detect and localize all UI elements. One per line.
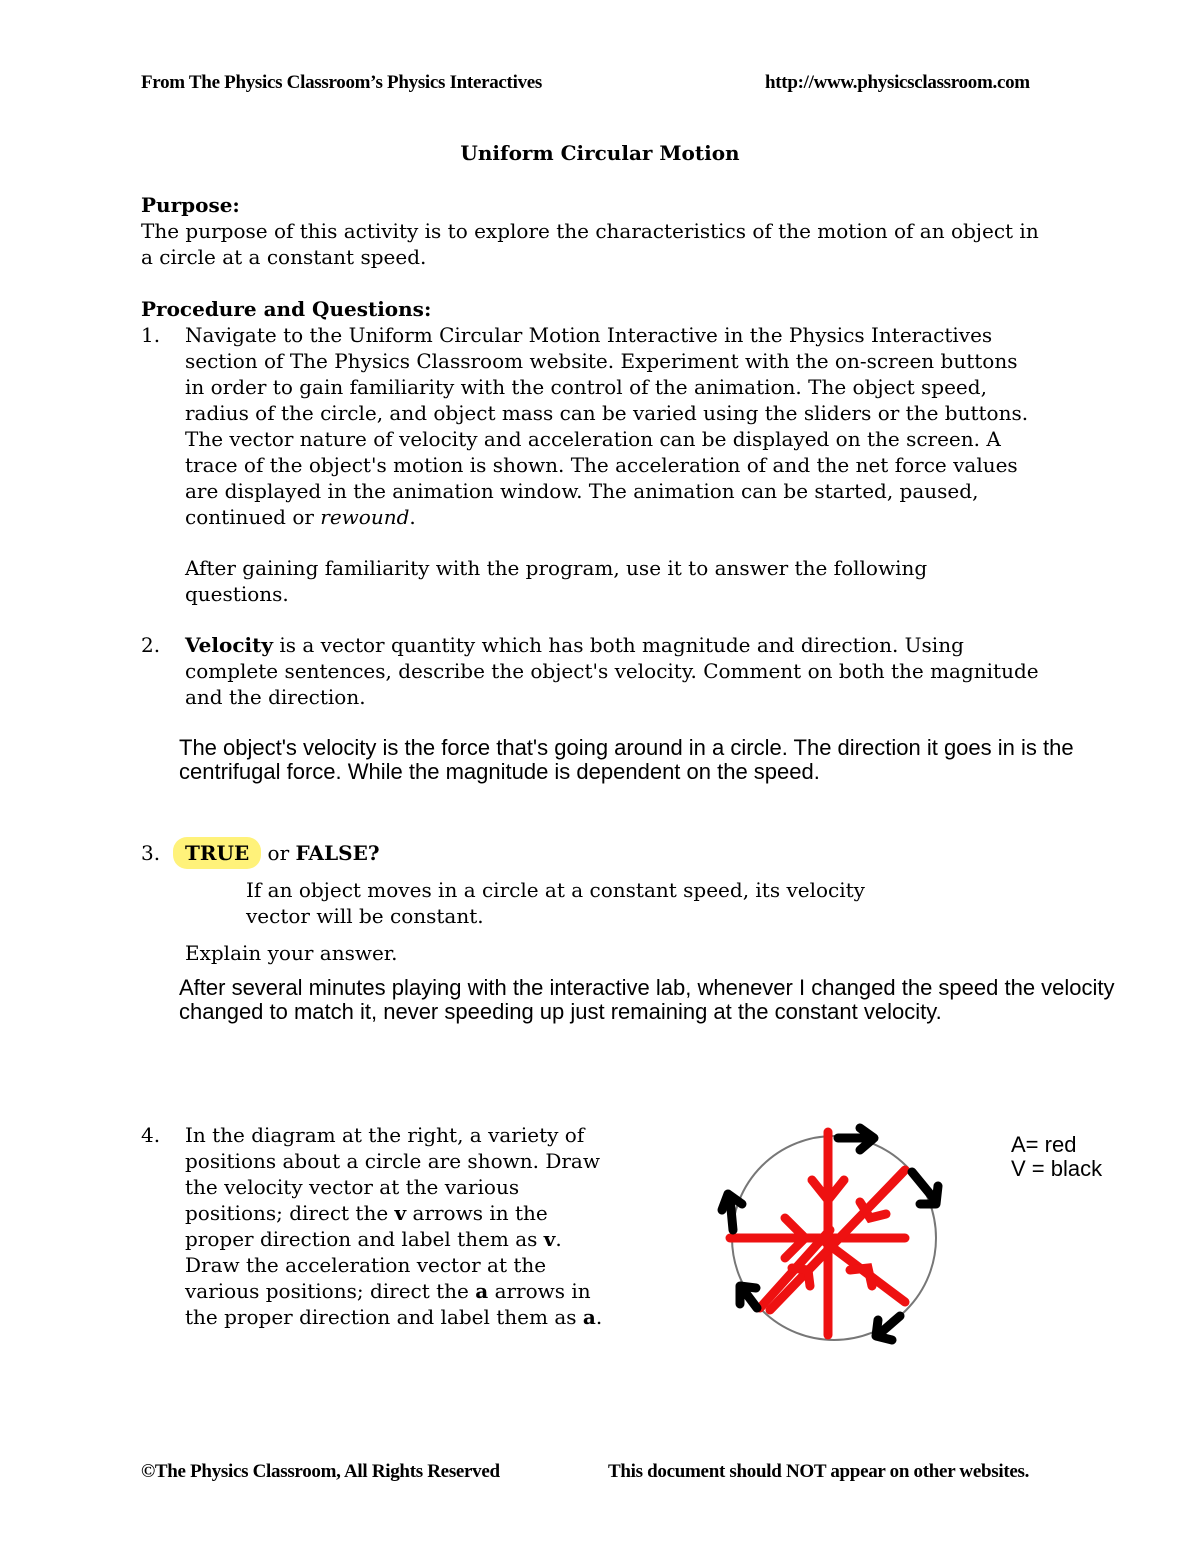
q4-line-4-bold: v — [394, 1201, 407, 1225]
velocity-left — [730, 1198, 733, 1230]
q1-line-8-end: . — [409, 505, 416, 529]
q3-answer-line-2: changed to match it, never speeding up just remaining at the constant velocity. — [179, 999, 942, 1024]
q1-line-5: The vector nature of velocity and acceleration can be displayed on the screen. A — [185, 427, 1001, 451]
q4-line-7-bold: a — [475, 1279, 489, 1303]
q1-text — [185, 322, 1028, 530]
q4-line-8 — [185, 1304, 602, 1330]
q4-line-2: positions about a circle are shown. Draw — [185, 1149, 600, 1173]
circular-motion-diagram — [700, 1110, 960, 1360]
purpose-text — [141, 218, 1039, 270]
q4-line-7 — [185, 1278, 602, 1304]
q1-line-8-start: continued or — [185, 505, 321, 529]
q1-number: 1. — [141, 323, 161, 347]
q3-false: FALSE? — [295, 841, 380, 865]
q2-answer — [179, 736, 1074, 784]
legend-velocity: V = black — [1011, 1156, 1103, 1181]
purpose-heading: Purpose: — [141, 193, 240, 217]
legend-acceleration: A= red — [1011, 1132, 1077, 1157]
q3-answer-line-1: After several minutes playing with the interactive lab, whenever I changed the speed the velocity — [179, 975, 1115, 1000]
q3-statement — [246, 877, 865, 929]
q2-answer-line-1: The object's velocity is the force that's going around in a circle. The direction it goes in is the — [179, 735, 1074, 760]
header-url: http://www.physicsclassroom.com — [765, 72, 1030, 93]
q4-line-1: In the diagram at the right, a variety of — [185, 1123, 585, 1147]
purpose-line-1: The purpose of this activity is to explore the characteristics of the motion of an object in — [141, 219, 1039, 243]
accel-arrowhead-lower-right — [850, 1268, 872, 1286]
q4-line-7-end: arrows in — [488, 1279, 591, 1303]
q2-line-1 — [185, 632, 1039, 658]
footer-copyright: ©The Physics Classroom, All Rights Reserved — [141, 1461, 500, 1482]
q4-line-5-start: proper direction and label them as — [185, 1227, 544, 1251]
q4-number: 4. — [141, 1123, 161, 1147]
q1-line-1: Navigate to the Uniform Circular Motion Interactive in the Physics Interactives — [185, 323, 993, 347]
q2-number: 2. — [141, 633, 161, 657]
q1-line-6: trace of the object's motion is shown. The acceleration of and the net force values — [185, 453, 1018, 477]
q3-number: 3. — [141, 841, 161, 865]
q3-statement-line-1: If an object moves in a circle at a constant speed, its velocity — [246, 878, 865, 902]
q2-velocity-term: Velocity — [185, 633, 273, 657]
footer-notice: This document should NOT appear on other websites. — [608, 1461, 1030, 1482]
q4-line-5-bold: v — [543, 1227, 556, 1251]
q1-line-8 — [185, 504, 1028, 530]
q3-true-highlight: TRUE — [173, 837, 261, 869]
header-source: From The Physics Classroom’s Physics Interactives — [141, 72, 542, 93]
purpose-line-2: a circle at a constant speed. — [141, 245, 427, 269]
diagram-legend — [1011, 1133, 1102, 1181]
q4-line-7-start: various positions; direct the — [185, 1279, 476, 1303]
q4-line-5-end: . — [555, 1227, 562, 1251]
q2-answer-line-2: centrifugal force. While the magnitude is dependent on the speed. — [179, 759, 820, 784]
velocity-right — [912, 1172, 935, 1200]
page-title: Uniform Circular Motion — [460, 141, 740, 165]
q1-line-3: in order to gain familiarity with the control of the animation. The object speed, — [185, 375, 987, 399]
q3-explain: Explain your answer. — [185, 941, 398, 965]
procedure-heading: Procedure and Questions: — [141, 297, 432, 321]
q3-or: or — [261, 841, 296, 865]
q4-line-6: Draw the acceleration vector at the — [185, 1253, 547, 1277]
q4-line-4-end: arrows in the — [406, 1201, 548, 1225]
q2-text — [185, 632, 1039, 710]
q3-answer — [179, 976, 1115, 1024]
q4-line-8-start: the proper direction and label them as — [185, 1305, 583, 1329]
q1-rewound: rewound — [320, 505, 410, 529]
q4-line-4 — [185, 1200, 602, 1226]
q4-line-4-start: positions; direct the — [185, 1201, 395, 1225]
q4-text — [185, 1122, 602, 1330]
q3-question — [185, 840, 380, 866]
q3-statement-line-2: vector will be constant. — [246, 904, 484, 928]
q1-line-4: radius of the circle, and object mass can be varied using the sliders or the buttons. — [185, 401, 1029, 425]
q4-line-3: the velocity vector at the various — [185, 1175, 520, 1199]
q2-line-1-rest: is a vector quantity which has both magnitude and direction. Using — [272, 633, 964, 657]
q2-line-2: complete sentences, describe the object's velocity. Comment on both the magnitude — [185, 659, 1039, 683]
q1-line-7: are displayed in the animation window. The animation can be started, paused, — [185, 479, 979, 503]
q4-line-8-end: . — [595, 1305, 603, 1329]
q1-followup-1: After gaining familiarity with the program, use it to answer the following — [185, 556, 928, 580]
q1-followup — [185, 555, 927, 607]
q1-line-2: section of The Physics Classroom website. Experiment with the on-screen buttons — [185, 349, 1018, 373]
q2-line-3: and the direction. — [185, 685, 366, 709]
q4-line-8-bold: a — [582, 1305, 596, 1329]
q1-followup-2: questions. — [185, 582, 289, 606]
q4-line-5 — [185, 1226, 602, 1252]
